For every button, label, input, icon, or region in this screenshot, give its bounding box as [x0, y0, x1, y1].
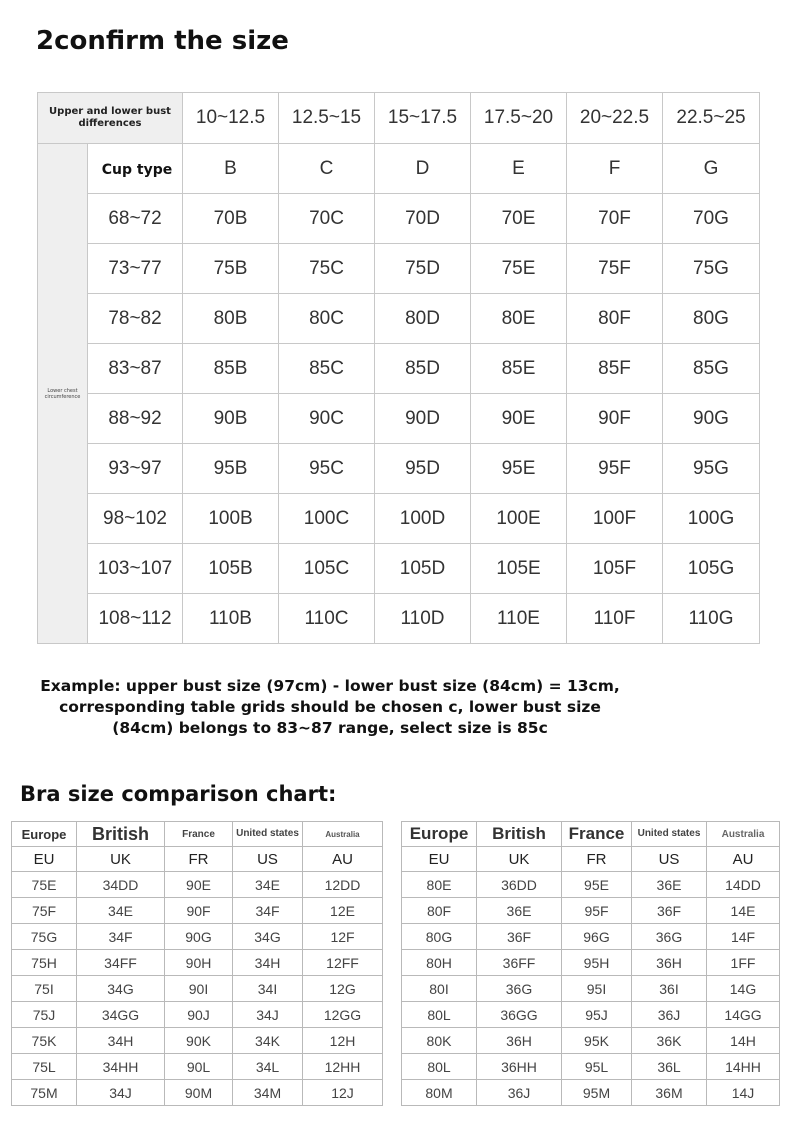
comparison-cell: 14F	[707, 924, 780, 950]
comparison-cell: 90K	[165, 1028, 233, 1054]
comparison-cell: 95L	[562, 1054, 632, 1080]
side-header-cell	[38, 144, 88, 644]
size-row	[38, 244, 760, 294]
size-cell: 95G	[663, 444, 760, 494]
size-cell: 70E	[471, 194, 567, 244]
size-cell: 80B	[183, 294, 279, 344]
comparison-cell: 34I	[233, 976, 303, 1002]
comparison-row	[12, 1028, 383, 1054]
comparison-row	[12, 872, 383, 898]
comparison-cell: 14E	[707, 898, 780, 924]
comparison-cell: 95K	[562, 1028, 632, 1054]
comparison-cell: 95F	[562, 898, 632, 924]
comparison-cell: 95H	[562, 950, 632, 976]
comparison-cell: 36G	[477, 976, 562, 1002]
comparison-cell: 80M	[402, 1080, 477, 1106]
comparison-row	[12, 976, 383, 1002]
size-cell: 110E	[471, 594, 567, 644]
chest-range: 93~97	[88, 444, 183, 494]
comparison-cell: 34F	[77, 924, 165, 950]
size-cell: 70F	[567, 194, 663, 244]
comparison-table-left	[11, 821, 383, 1106]
example-line-3: (84cm) belongs to 83~87 range, select size is 85c	[112, 719, 548, 737]
comparison-cell: 36M	[632, 1080, 707, 1106]
comparison-cell: 80K	[402, 1028, 477, 1054]
size-cell: 110G	[663, 594, 760, 644]
size-cell: 85G	[663, 344, 760, 394]
comparison-cell: 14G	[707, 976, 780, 1002]
comparison-cell: 36E	[477, 898, 562, 924]
chest-range: 73~77	[88, 244, 183, 294]
comparison-cell: 36K	[632, 1028, 707, 1054]
size-cell: 110D	[375, 594, 471, 644]
comparison-cell: 12J	[303, 1080, 383, 1106]
comparison-cell: 36E	[632, 872, 707, 898]
size-cell: 95B	[183, 444, 279, 494]
size-cell: 80G	[663, 294, 760, 344]
comparison-cell: 90I	[165, 976, 233, 1002]
region-header: Australia	[303, 822, 383, 847]
comparison-row	[12, 898, 383, 924]
region-header: France	[562, 822, 632, 847]
bust-difference-range: 15~17.5	[375, 93, 471, 144]
size-cell: 110B	[183, 594, 279, 644]
chest-range: 83~87	[88, 344, 183, 394]
comparison-cell: 95M	[562, 1080, 632, 1106]
comparison-cell: 36J	[632, 1002, 707, 1028]
bust-difference-range: 17.5~20	[471, 93, 567, 144]
bust-difference-range: 20~22.5	[567, 93, 663, 144]
size-cell: 105D	[375, 544, 471, 594]
region-header: Europe	[12, 822, 77, 847]
comparison-row	[402, 872, 780, 898]
comparison-cell: 75H	[12, 950, 77, 976]
region-header: United states	[632, 822, 707, 847]
size-cell: 90D	[375, 394, 471, 444]
comparison-cell: 90L	[165, 1054, 233, 1080]
chest-range: 68~72	[88, 194, 183, 244]
comparison-cell: 75J	[12, 1002, 77, 1028]
region-header: British	[477, 822, 562, 847]
size-row	[38, 194, 760, 244]
size-cell: 105E	[471, 544, 567, 594]
cup-letter: C	[279, 144, 375, 194]
comparison-cell: 36H	[477, 1028, 562, 1054]
cup-letter: G	[663, 144, 760, 194]
corner-header-cell	[38, 93, 183, 144]
region-header: Australia	[707, 822, 780, 847]
size-cell: 85B	[183, 344, 279, 394]
comparison-row	[402, 1080, 780, 1106]
comparison-cell: 34HH	[77, 1054, 165, 1080]
size-cell: 85F	[567, 344, 663, 394]
comparison-cell: 75L	[12, 1054, 77, 1080]
comparison-cell: 80G	[402, 924, 477, 950]
region-header: Europe	[402, 822, 477, 847]
size-cell: 100D	[375, 494, 471, 544]
comparison-row	[12, 924, 383, 950]
bust-difference-label: Upper and lower bust differences	[49, 106, 171, 129]
comparison-cell: 14GG	[707, 1002, 780, 1028]
comparison-cell: 36GG	[477, 1002, 562, 1028]
comparison-cell: 36G	[632, 924, 707, 950]
comparison-cell: 75M	[12, 1080, 77, 1106]
region-code: AU	[707, 847, 780, 872]
comparison-cell: 80H	[402, 950, 477, 976]
comparison-cell: 34F	[233, 898, 303, 924]
comparison-cell: 34G	[233, 924, 303, 950]
comparison-cell: 34M	[233, 1080, 303, 1106]
comparison-cell: 36F	[632, 898, 707, 924]
comparison-cell: 12HH	[303, 1054, 383, 1080]
comparison-cell: 80L	[402, 1002, 477, 1028]
comparison-cell: 34H	[233, 950, 303, 976]
comparison-cell: 75F	[12, 898, 77, 924]
size-row	[38, 394, 760, 444]
size-cell: 70G	[663, 194, 760, 244]
comparison-cell: 12G	[303, 976, 383, 1002]
comparison-cell: 34H	[77, 1028, 165, 1054]
comparison-cell: 36F	[477, 924, 562, 950]
size-cell: 85E	[471, 344, 567, 394]
comparison-cell: 34FF	[77, 950, 165, 976]
comparison-row	[402, 976, 780, 1002]
size-cell: 75D	[375, 244, 471, 294]
chest-range: 78~82	[88, 294, 183, 344]
size-cell: 105B	[183, 544, 279, 594]
size-cell: 95E	[471, 444, 567, 494]
comparison-cell: 34J	[77, 1080, 165, 1106]
size-cell: 80F	[567, 294, 663, 344]
size-cell: 70C	[279, 194, 375, 244]
size-cell: 95D	[375, 444, 471, 494]
size-row	[38, 294, 760, 344]
size-cell: 85D	[375, 344, 471, 394]
size-cell: 80E	[471, 294, 567, 344]
comparison-cell: 12E	[303, 898, 383, 924]
size-cell: 75E	[471, 244, 567, 294]
size-cell: 75B	[183, 244, 279, 294]
size-cell: 100B	[183, 494, 279, 544]
region-code: US	[632, 847, 707, 872]
comparison-cell: 75E	[12, 872, 77, 898]
size-cell: 110C	[279, 594, 375, 644]
region-code: US	[233, 847, 303, 872]
comparison-row	[402, 1028, 780, 1054]
size-cell: 100G	[663, 494, 760, 544]
comparison-cell: 90G	[165, 924, 233, 950]
bust-difference-range: 10~12.5	[183, 93, 279, 144]
size-cell: 90E	[471, 394, 567, 444]
comparison-cell: 12H	[303, 1028, 383, 1054]
comparison-row	[402, 1054, 780, 1080]
comparison-cell: 1FF	[707, 950, 780, 976]
size-row	[38, 544, 760, 594]
comparison-cell: 34GG	[77, 1002, 165, 1028]
size-cell: 95F	[567, 444, 663, 494]
example-line-2: corresponding table grids should be chosen c, lower bust size	[59, 698, 601, 716]
comparison-cell: 14H	[707, 1028, 780, 1054]
region-header: United states	[233, 822, 303, 847]
size-cell: 75G	[663, 244, 760, 294]
comparison-cell: 14J	[707, 1080, 780, 1106]
size-cell: 75F	[567, 244, 663, 294]
comparison-cell: 80E	[402, 872, 477, 898]
chest-range: 88~92	[88, 394, 183, 444]
size-cell: 100F	[567, 494, 663, 544]
size-row	[38, 344, 760, 394]
size-cell: 80D	[375, 294, 471, 344]
comparison-cell: 75G	[12, 924, 77, 950]
size-cell: 90C	[279, 394, 375, 444]
page-title: 2confirm the size	[36, 26, 289, 56]
region-code: FR	[562, 847, 632, 872]
comparison-cell: 36I	[632, 976, 707, 1002]
comparison-cell: 14DD	[707, 872, 780, 898]
size-cell: 100C	[279, 494, 375, 544]
size-row	[38, 494, 760, 544]
size-cell: 90B	[183, 394, 279, 444]
region-code: UK	[77, 847, 165, 872]
size-row	[38, 444, 760, 494]
comparison-cell: 36J	[477, 1080, 562, 1106]
comparison-cell: 12GG	[303, 1002, 383, 1028]
chest-range: 103~107	[88, 544, 183, 594]
comparison-row	[402, 1002, 780, 1028]
region-header: British	[77, 822, 165, 847]
comparison-cell: 75I	[12, 976, 77, 1002]
region-code: EU	[402, 847, 477, 872]
comparison-row	[402, 924, 780, 950]
cup-letter: B	[183, 144, 279, 194]
comparison-title: Bra size comparison chart:	[20, 782, 337, 806]
comparison-cell: 80F	[402, 898, 477, 924]
comparison-row	[12, 1002, 383, 1028]
comparison-cell: 80I	[402, 976, 477, 1002]
comparison-row	[12, 1054, 383, 1080]
comparison-cell: 96G	[562, 924, 632, 950]
lower-chest-label: Lower chest circumference	[44, 387, 81, 400]
size-cell: 110F	[567, 594, 663, 644]
comparison-cell: 34DD	[77, 872, 165, 898]
comparison-row	[402, 950, 780, 976]
size-cell: 70D	[375, 194, 471, 244]
size-cell: 105C	[279, 544, 375, 594]
size-cell: 95C	[279, 444, 375, 494]
comparison-cell: 36DD	[477, 872, 562, 898]
comparison-cell: 14HH	[707, 1054, 780, 1080]
comparison-cell: 90F	[165, 898, 233, 924]
size-cell: 90G	[663, 394, 760, 444]
chest-range: 98~102	[88, 494, 183, 544]
comparison-cell: 36L	[632, 1054, 707, 1080]
example-text	[0, 676, 660, 739]
comparison-cell: 34J	[233, 1002, 303, 1028]
comparison-cell: 75K	[12, 1028, 77, 1054]
cup-letter: E	[471, 144, 567, 194]
region-code: UK	[477, 847, 562, 872]
comparison-cell: 80L	[402, 1054, 477, 1080]
chest-range: 108~112	[88, 594, 183, 644]
size-cell: 100E	[471, 494, 567, 544]
size-cell: 75C	[279, 244, 375, 294]
comparison-cell: 34L	[233, 1054, 303, 1080]
comparison-cell: 12FF	[303, 950, 383, 976]
comparison-row	[402, 898, 780, 924]
comparison-cell: 12F	[303, 924, 383, 950]
region-code: FR	[165, 847, 233, 872]
comparison-cell: 36FF	[477, 950, 562, 976]
comparison-cell: 90M	[165, 1080, 233, 1106]
example-line-1: Example: upper bust size (97cm) - lower bust size (84cm) = 13cm,	[40, 677, 620, 695]
region-header: France	[165, 822, 233, 847]
cup-letter: F	[567, 144, 663, 194]
size-cell: 105G	[663, 544, 760, 594]
size-row	[38, 594, 760, 644]
comparison-cell: 36H	[632, 950, 707, 976]
comparison-table-right	[401, 821, 780, 1106]
comparison-cell: 95E	[562, 872, 632, 898]
size-cell: 70B	[183, 194, 279, 244]
comparison-row	[12, 1080, 383, 1106]
comparison-cell: 95I	[562, 976, 632, 1002]
comparison-cell: 12DD	[303, 872, 383, 898]
size-table	[37, 92, 760, 644]
region-code: EU	[12, 847, 77, 872]
cup-type-cell	[88, 144, 183, 194]
comparison-cell: 90J	[165, 1002, 233, 1028]
comparison-cell: 34E	[233, 872, 303, 898]
cup-type-label: Cup type	[101, 161, 173, 178]
comparison-cell: 36HH	[477, 1054, 562, 1080]
size-cell: 90F	[567, 394, 663, 444]
comparison-row	[12, 950, 383, 976]
comparison-cell: 95J	[562, 1002, 632, 1028]
comparison-cell: 90E	[165, 872, 233, 898]
bust-difference-range: 12.5~15	[279, 93, 375, 144]
bust-difference-range: 22.5~25	[663, 93, 760, 144]
comparison-cell: 90H	[165, 950, 233, 976]
comparison-cell: 34G	[77, 976, 165, 1002]
cup-letter: D	[375, 144, 471, 194]
size-cell: 80C	[279, 294, 375, 344]
size-cell: 85C	[279, 344, 375, 394]
size-cell: 105F	[567, 544, 663, 594]
region-code: AU	[303, 847, 383, 872]
comparison-cell: 34E	[77, 898, 165, 924]
comparison-cell: 34K	[233, 1028, 303, 1054]
